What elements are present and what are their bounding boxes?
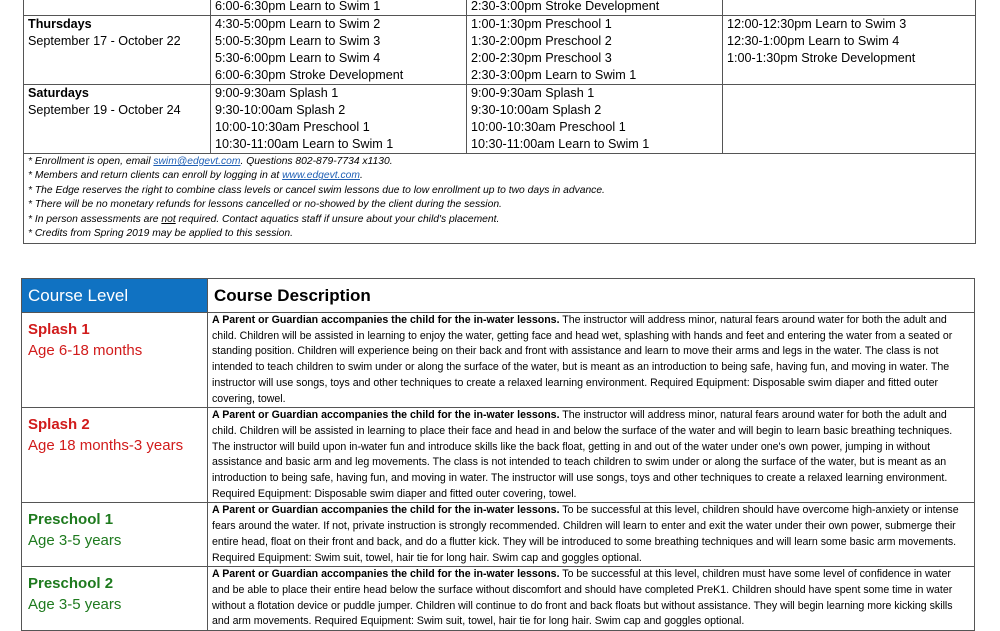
schedule-slot: 2:30-3:00pm Stroke Development	[471, 0, 660, 13]
schedule-slot: 10:00-10:30am Preschool 1	[215, 120, 370, 134]
schedule-row-thursdays	[24, 16, 976, 85]
schedule-slot: 4:30-5:00pm Learn to Swim 2	[215, 17, 381, 31]
schedule-row-saturdays	[24, 85, 976, 154]
schedule-notes-row	[24, 154, 976, 244]
note-text: required. Contact aquatics staff if unsure about your child's placement.	[175, 213, 500, 225]
schedule-day-cell	[24, 85, 211, 154]
schedule-slot: 5:30-6:00pm Learn to Swim 4	[215, 51, 381, 65]
schedule-slot: 2:00-2:30pm Preschool 3	[471, 51, 612, 65]
note-text: .	[359, 170, 363, 182]
schedule-day-cell	[24, 0, 211, 16]
schedule-slot: 9:30-10:00am Splash 2	[471, 103, 602, 117]
schedule-slot-cell	[723, 0, 976, 16]
course-row-preschool-2	[22, 567, 975, 631]
course-description-lead: A Parent or Guardian accompanies the child for the in-water lessons.	[212, 314, 560, 326]
course-level-age: Age 18 months-3 years	[28, 437, 184, 455]
schedule-slot-cell	[211, 16, 467, 85]
course-description-lead: A Parent or Guardian accompanies the child for the in-water lessons.	[212, 568, 560, 581]
schedule-slot-cell	[723, 85, 976, 154]
course-description-text: The instructor will address minor, natural fears around water for both the adult and child. Children will be assisted in learning to place their face and head in and below the surface of the water and will begin to learn basic breathing techniques. The instructor will build upon in-water fun and introduce skills like the back float, getting in and out of the water under one's own power, jumping in without assistance and basic arm and leg movements. The class is not intended to teach children to swim under or along the surface of the water, but is meant as an introduction to being safe, having fun, and moving in water. The instructor will use songs, toys and other techniques to create a relaxed learning environment. Required Equipment: Disposable swim diaper and fitted outer covering, towel.	[212, 409, 953, 500]
note-reserves: * The Edge reserves the right to combine class levels or cancel swim lessons due to low enrollment up to two days in advance.	[28, 184, 605, 196]
schedule-slot: 9:00-9:30am Splash 1	[471, 86, 595, 100]
note-enrollment	[28, 155, 971, 169]
schedule-day-name: Thursdays	[28, 17, 92, 31]
schedule-slot: 12:00-12:30pm Learn to Swim 3	[727, 17, 907, 31]
course-description-cell	[208, 567, 975, 631]
course-description-text: The instructor will address minor, natural fears around water for both the adult and child. Children will be assisted in learning to enjoy the water, getting face and head wet, splashing with hands and feet and entering the water from a seated or standing position. Children will experience being on their back and front with assistance and learn to move their arms and legs in the water. The class is not intended to teach children to swim under or along the surface of the water, but is meant as an introduction to being safe, having fun, and moving in water. The instructor will use songs, toys and other techniques to create a relaxed learning environment. Required Equipment: Disposable swim diaper and fitted outer covering, towel.	[212, 314, 953, 405]
schedule-day-name: Saturdays	[28, 86, 89, 100]
note-text: * In person assessments are	[28, 213, 162, 225]
course-description-header: Course Description	[208, 279, 975, 313]
schedule-slot: 10:00-10:30am Preschool 1	[471, 120, 626, 134]
schedule-slot: 6:00-6:30pm Learn to Swim 1	[215, 0, 381, 13]
course-level-cell	[22, 567, 208, 631]
course-description-text: To be successful at this level, children should have overcome high-anxiety or intense fears around the water. If not, private instruction is strongly recommended. Children will learn to enter and exit the water under their own power, submerge their entire head, float on their front and back, and do a flutter kick. They will be introduced to some breathing techniques and will learn some basic arm movements. Required Equipment: Swim suit, towel, hair tie for long hair. Swim cap and goggles optional.	[212, 504, 959, 564]
note-text: . Questions 802-879-7734 x1130.	[240, 156, 393, 167]
schedule-slot-cell	[467, 85, 723, 154]
schedule-table	[23, 0, 976, 244]
schedule-slot-cell	[467, 0, 723, 16]
course-table	[21, 278, 975, 631]
email-link[interactable]: swim@edgevt.com	[153, 156, 241, 167]
note-text: * Enrollment is open, email	[28, 156, 154, 167]
course-level-cell	[22, 313, 208, 408]
schedule-slot-cell	[211, 0, 467, 16]
course-row-preschool-1	[22, 503, 975, 567]
course-header-row	[22, 279, 975, 313]
schedule-slot-cell	[211, 85, 467, 154]
course-level-cell	[22, 408, 208, 503]
note-text: * Members and return clients can enroll by logging in at	[28, 170, 283, 182]
course-description-lead: A Parent or Guardian accompanies the child for the in-water lessons.	[212, 409, 560, 422]
course-row-splash-2	[22, 408, 975, 503]
note-refunds: * There will be no monetary refunds for lessons cancelled or no-showed by the client during the session.	[28, 199, 502, 211]
note-credits: * Credits from Spring 2019 may be applied to this session.	[28, 228, 293, 240]
course-level-cell	[22, 503, 208, 567]
course-level-age: Age 3-5 years	[28, 532, 122, 550]
schedule-day-dates: September 19 - October 24	[28, 103, 181, 117]
schedule-slot: 1:00-1:30pm Preschool 1	[471, 17, 612, 31]
schedule-slot: 10:30-11:00am Learn to Swim 1	[471, 137, 650, 151]
note-emphasis: not	[161, 213, 176, 225]
course-description-cell	[208, 408, 975, 503]
schedule-slot-cell	[467, 16, 723, 85]
course-level-age: Age 3-5 years	[28, 596, 122, 614]
website-link[interactable]: www.edgevt.com	[282, 170, 360, 182]
note-assessments	[28, 213, 971, 227]
schedule-slot: 10:30-11:00am Learn to Swim 1	[215, 137, 394, 151]
schedule-slot: 2:30-3:00pm Learn to Swim 1	[471, 68, 637, 82]
course-level-age: Age 6-18 months	[28, 342, 143, 359]
schedule-day-dates: September 17 - October 22	[28, 34, 181, 48]
schedule-slot: 9:30-10:00am Splash 2	[215, 103, 346, 117]
schedule-slot: 5:00-5:30pm Learn to Swim 3	[215, 34, 381, 48]
course-level-name: Splash 2	[28, 416, 90, 434]
schedule-row-continued	[24, 0, 976, 16]
course-description-cell	[208, 313, 975, 408]
course-row-splash-1	[22, 313, 975, 408]
course-description-text: To be successful at this level, children must have some level of confidence in water and be able to place their entire head below the surface without discomfort and should have completed PreK1. Children should have spent some time in water without a flotation device or puddle jumper. Children will continue to do front and back floats but without assistance. They will begin learning more kicking skills and arm movements. Required Equipment: Swim suit, towel, hair tie for long hair. Swim cap and goggles optional.	[212, 568, 953, 628]
schedule-slot-cell	[723, 16, 976, 85]
schedule-slot: 6:00-6:30pm Stroke Development	[215, 68, 404, 82]
course-level-name: Preschool 2	[28, 575, 114, 593]
note-members	[28, 169, 971, 183]
schedule-day-cell	[24, 16, 211, 85]
course-level-name: Preschool 1	[28, 511, 114, 529]
schedule-slot: 9:00-9:30am Splash 1	[215, 86, 339, 100]
schedule-slot: 12:30-1:00pm Learn to Swim 4	[727, 34, 900, 48]
schedule-notes	[24, 154, 976, 244]
course-level-header: Course Level	[22, 279, 208, 313]
schedule-slot: 1:00-1:30pm Stroke Development	[727, 51, 916, 65]
schedule-slot: 1:30-2:00pm Preschool 2	[471, 34, 612, 48]
course-description-cell	[208, 503, 975, 567]
course-level-name: Splash 1	[28, 321, 90, 338]
course-description-lead: A Parent or Guardian accompanies the child for the in-water lessons.	[212, 504, 560, 517]
